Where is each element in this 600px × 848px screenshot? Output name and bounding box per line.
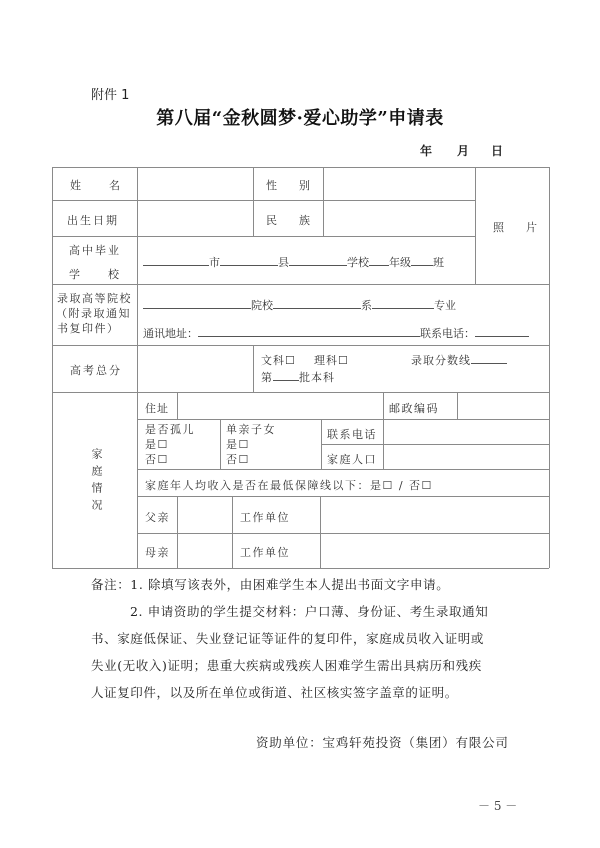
row-line bbox=[137, 469, 549, 470]
page-number: － 5 － bbox=[478, 799, 518, 813]
row-line bbox=[137, 419, 549, 420]
photo-label-a: 照 bbox=[493, 221, 504, 234]
col-line bbox=[177, 496, 178, 568]
school-blank[interactable] bbox=[289, 255, 347, 266]
row-line bbox=[52, 392, 549, 393]
note-line-1: 备注：1. 除填写该表外，由困难学生本人提出书面文字申请。 bbox=[91, 577, 450, 592]
gender-label-a: 性 bbox=[266, 179, 277, 192]
attachment-label: 附件 1 bbox=[91, 88, 130, 103]
major-text: 专业 bbox=[434, 299, 456, 312]
name-label-b: 名 bbox=[109, 179, 120, 192]
ethnicity-label-a: 民 bbox=[266, 214, 277, 227]
gender-label-b: 别 bbox=[299, 179, 310, 192]
postal-code-label: 邮政编码 bbox=[389, 402, 439, 415]
gender-field[interactable] bbox=[325, 169, 473, 199]
family-phone-field[interactable] bbox=[385, 421, 547, 443]
orphan-group bbox=[145, 422, 195, 467]
father-name-field[interactable] bbox=[179, 498, 230, 532]
note-line-5: 人证复印件，以及所在单位或街道、社区核实签字盖章的证明。 bbox=[91, 685, 458, 700]
admission-label-line1: 录取高等院校 bbox=[57, 292, 132, 305]
family-situation-label: 家庭情况 bbox=[90, 448, 103, 516]
orphan-no-checkbox[interactable]: 否☐ bbox=[145, 453, 169, 466]
single-parent-yes-checkbox[interactable]: 是☐ bbox=[226, 438, 250, 451]
date-month: 月 bbox=[457, 144, 470, 158]
department-text: 系 bbox=[361, 299, 372, 312]
admission-fill-line bbox=[143, 297, 456, 313]
family-size-field[interactable] bbox=[385, 446, 547, 468]
highschool-label-line2 bbox=[69, 266, 119, 282]
single-parent-group bbox=[226, 422, 276, 467]
ethnicity-label bbox=[266, 212, 310, 228]
row-line bbox=[321, 444, 549, 445]
address-fill-line bbox=[143, 325, 529, 341]
family-size-label: 家庭人口 bbox=[327, 453, 377, 466]
college-blank[interactable] bbox=[143, 298, 251, 309]
batch-prefix: 第 bbox=[261, 371, 273, 384]
class-blank[interactable] bbox=[411, 255, 433, 266]
name-label-a: 姓 bbox=[70, 179, 81, 192]
table-border-left bbox=[52, 167, 53, 568]
col-line bbox=[475, 167, 476, 284]
gender-label bbox=[266, 177, 310, 193]
grade-blank[interactable] bbox=[369, 255, 389, 266]
school-text: 学校 bbox=[347, 256, 369, 269]
father-work-label: 工作单位 bbox=[240, 511, 290, 524]
county-blank[interactable] bbox=[220, 255, 278, 266]
row-line bbox=[137, 496, 549, 497]
grade-text: 年级 bbox=[389, 256, 411, 269]
admission-label-line2: （附录取通知 bbox=[56, 307, 131, 320]
income-question[interactable]: 家庭年人均收入是否在最低保障线以下：是☐ / 否☐ bbox=[145, 479, 433, 492]
mother-name-field[interactable] bbox=[179, 535, 230, 567]
row-line bbox=[137, 533, 549, 534]
name-label bbox=[70, 177, 120, 193]
table-border-bottom bbox=[52, 568, 549, 569]
col-line bbox=[220, 419, 221, 469]
note-line-4: 失业(无收入)证明；患重大疾病或残疾人困难学生需出具病历和残疾 bbox=[91, 658, 482, 673]
table-border-right bbox=[549, 167, 550, 568]
mother-work-label: 工作单位 bbox=[240, 546, 290, 559]
orphan-label: 是否孤儿 bbox=[145, 423, 195, 436]
phone-blank[interactable] bbox=[475, 326, 529, 337]
col-line bbox=[137, 167, 138, 568]
row-line bbox=[52, 200, 475, 201]
ethnicity-field[interactable] bbox=[325, 202, 473, 235]
mother-work-field[interactable] bbox=[322, 535, 547, 567]
batch-blank[interactable] bbox=[273, 370, 299, 381]
note-line-2: 2. 申请资助的学生提交材料：户口薄、身份证、考生录取通知 bbox=[130, 604, 489, 619]
residence-field[interactable] bbox=[179, 394, 381, 418]
college-text: 院校 bbox=[251, 299, 273, 312]
orphan-yes-checkbox[interactable]: 是☐ bbox=[145, 438, 169, 451]
row-line bbox=[52, 236, 475, 237]
phone-label: 联系电话： bbox=[420, 327, 475, 340]
form-title: 第八届“金秋圆梦·爱心助学”申请表 bbox=[156, 108, 444, 129]
highschool-label-2a: 学 bbox=[69, 268, 80, 281]
science-checkbox[interactable]: 理科☐ bbox=[314, 354, 349, 367]
residence-label: 住址 bbox=[145, 402, 169, 415]
exam-score-label: 高考总分 bbox=[70, 364, 122, 377]
father-work-field[interactable] bbox=[322, 498, 547, 532]
family-phone-label: 联系电话 bbox=[327, 428, 377, 441]
address-blank[interactable] bbox=[198, 326, 420, 337]
col-line bbox=[457, 392, 458, 419]
highschool-label-line1: 高中毕业 bbox=[69, 244, 121, 257]
highschool-fill-line bbox=[143, 254, 444, 270]
exam-score-field[interactable] bbox=[139, 347, 251, 391]
city-text: 市 bbox=[209, 256, 220, 269]
address-label: 通讯地址： bbox=[143, 327, 198, 340]
admission-label-line3: 书复印件） bbox=[57, 322, 120, 335]
col-line bbox=[383, 392, 384, 419]
ethnicity-label-b: 族 bbox=[299, 214, 310, 227]
highschool-label-2b: 校 bbox=[108, 268, 119, 281]
arts-checkbox[interactable]: 文科☐ bbox=[261, 354, 296, 367]
sponsor-line: 资助单位：宝鸡轩苑投资（集团）有限公司 bbox=[256, 735, 509, 750]
note-line-3: 书、家庭低保证、失业登记证等证件的复印件，家庭成员收入证明或 bbox=[91, 631, 485, 646]
name-field[interactable] bbox=[139, 169, 251, 199]
postal-code-field[interactable] bbox=[459, 394, 547, 418]
row-line bbox=[52, 284, 549, 285]
father-label: 父亲 bbox=[145, 511, 170, 524]
city-blank[interactable] bbox=[143, 255, 209, 266]
date-year: 年 bbox=[420, 144, 433, 158]
birth-date-label: 出生日期 bbox=[67, 214, 119, 227]
date-day: 日 bbox=[491, 144, 504, 158]
col-line bbox=[320, 496, 321, 568]
county-text: 县 bbox=[278, 256, 289, 269]
col-line bbox=[177, 392, 178, 419]
row-line bbox=[52, 345, 549, 346]
major-blank[interactable] bbox=[372, 298, 434, 309]
single-parent-no-checkbox[interactable]: 否☐ bbox=[226, 453, 250, 466]
single-parent-label: 单亲子女 bbox=[226, 423, 276, 436]
col-line bbox=[253, 167, 254, 236]
class-text: 班 bbox=[433, 256, 444, 269]
batch-line bbox=[261, 369, 335, 385]
department-blank[interactable] bbox=[273, 298, 361, 309]
cutoff-blank[interactable] bbox=[471, 353, 507, 364]
batch-suffix: 批本科 bbox=[299, 371, 335, 384]
col-line bbox=[323, 167, 324, 236]
col-line bbox=[253, 345, 254, 392]
col-line bbox=[383, 419, 384, 469]
col-line bbox=[232, 496, 233, 568]
cutoff-line bbox=[411, 352, 507, 368]
col-line bbox=[321, 419, 322, 469]
birth-date-field[interactable] bbox=[139, 202, 251, 235]
cutoff-label: 录取分数线 bbox=[411, 354, 471, 367]
photo-label-b: 片 bbox=[526, 221, 537, 234]
mother-label: 母亲 bbox=[145, 546, 170, 559]
photo-box[interactable] bbox=[493, 219, 537, 235]
